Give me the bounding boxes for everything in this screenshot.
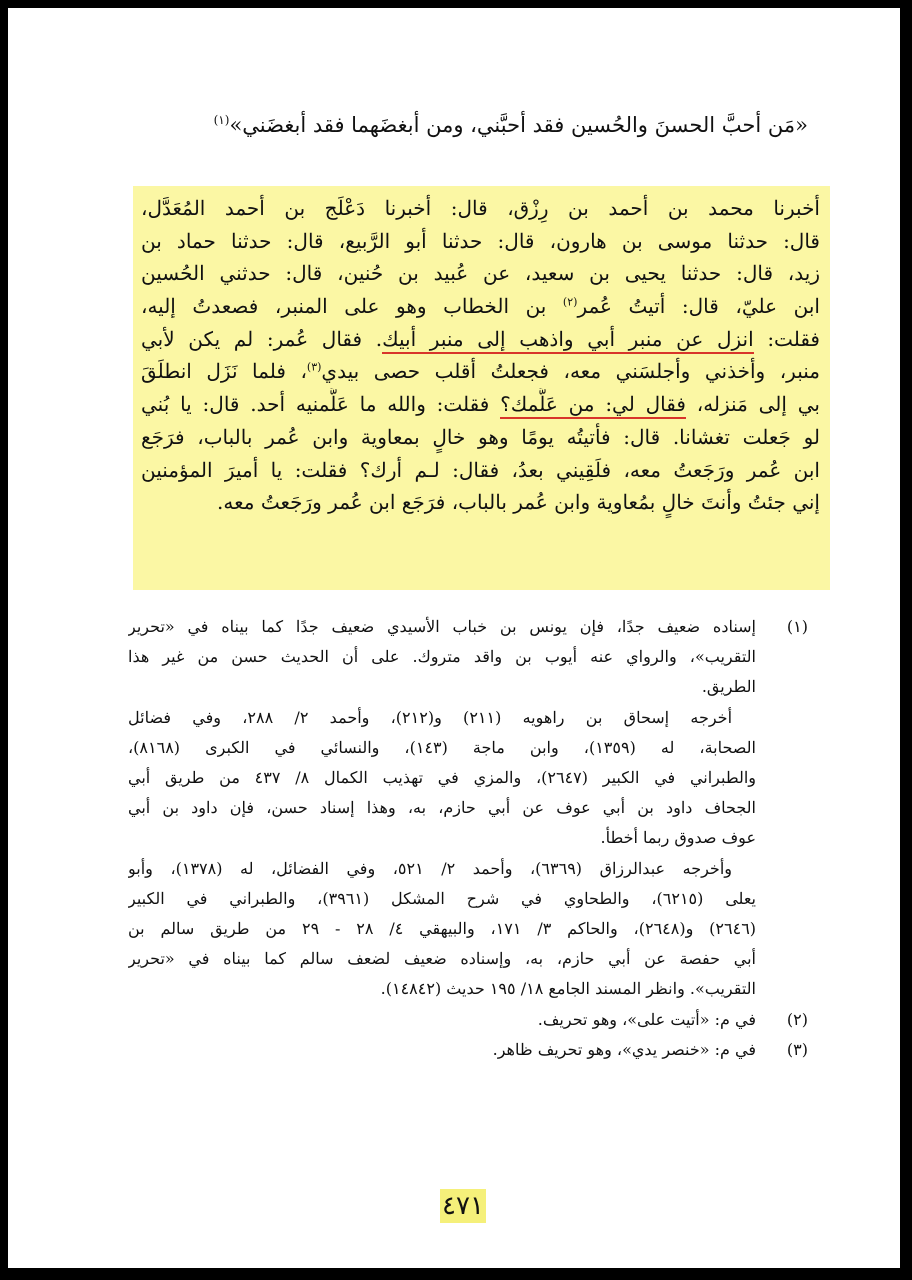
hadith-line: إني جئتُ وأنتَ خالٍ بمُعاوية وابن عُمر بالباب، فرَجَع ابن عُمر ورَجَعتُ معه.: [217, 490, 820, 515]
footnote-ref-2: (٢): [562, 295, 578, 309]
footnotes: [128, 612, 808, 1065]
hadith-text: . فقال عُمر: لم يكن لأبي: [141, 326, 383, 351]
footnote-line: الصحابة، له (١٣٥٩)، وابن ماجة (١٤٣)، والنسائي في الكبرى (٨١٦٨)،: [128, 737, 756, 757]
hadith-text: بي إلى مَنزله،: [685, 392, 820, 417]
footnote-2: [128, 1005, 808, 1035]
document-page: [6, 6, 902, 1270]
footnote-ref-1: (١): [213, 113, 230, 127]
footnote-line: والطبراني في الكبير (٢٦٤٧)، والمزي في تهذيب الكمال ٨/ ٤٣٧ من طريق أبي: [128, 768, 756, 788]
footnote-line: في م: «أتيت على»، وهو تحريف.: [537, 1009, 756, 1029]
hadith-text: منبر، وأخذني وأجلسَني معه، فجعلتُ أقلب حصى بيدي: [321, 359, 820, 384]
footnote-body: [128, 1005, 756, 1035]
hadith-line: [141, 290, 820, 323]
hadith-text: فقلت: والله ما عَلَّمنيه أحد. قال: يا بُني: [141, 392, 501, 417]
top-quote-text: «مَن أحبَّ الحسنَ والحُسين فقد أحبَّني، ومن أبغضَهما فقد أبغضَني»: [229, 113, 808, 137]
hadith-line: لو جَعلت تغشانا. قال: فأتيتُه يومًا وهو خالٍ بمعاوية وابن عُمر بالباب، فرَجَع: [141, 424, 820, 449]
hadith-line: زيد، قال: حدثنا يحيى بن سعيد، عن عُبيد بن حُنين، قال: حدثني الحُسين: [141, 261, 820, 286]
footnote-number: (١): [786, 617, 808, 636]
footnote-line: في م: «خنصر يدي»، وهو تحريف ظاهر.: [492, 1039, 756, 1059]
footnote-line: الجحاف داود بن أبي عوف عن أبي حازم، به، وهذا إسناد حسن، فإن داود بن أبي: [128, 798, 756, 818]
footnote-line: عوف صدوق ربما أخطأ.: [600, 828, 756, 848]
page-number: ٤٧١: [440, 1189, 486, 1223]
footnote-line: يعلى (٦٢١٥)، والطحاوي في شرح المشكل (٣٩٦١)، والطبراني في الكبير: [128, 888, 756, 908]
footnote-line: التقريب»، والرواي عنه أيوب بن واقد متروك. على أن الحديث حسن من غير هذا: [128, 647, 756, 667]
footnote-number: (٣): [786, 1039, 808, 1059]
hadith-line: [141, 388, 820, 421]
footnote-ref-3: (٣): [306, 360, 322, 374]
footnote-body: [128, 612, 756, 1005]
underlined-phrase: انزل عن منبر أبي واذهب إلى منبر أبيك: [382, 327, 754, 354]
hadith-line: قال: حدثنا موسى بن هارون، قال: حدثنا أبو الرَّبيع، قال: حدثنا حماد بن: [141, 228, 820, 253]
hadith-text: بن الخطاب وهو على المنبر، فصعدتُ إليه،: [141, 294, 563, 319]
hadith-text: ، فلما نَزَل انطلَقَ: [141, 359, 307, 384]
highlighted-hadith-block: [133, 186, 830, 590]
underlined-phrase: فقال لي: من عَلَّمك؟: [500, 392, 686, 419]
footnote-body: [128, 1035, 756, 1065]
hadith-line: ابن عُمر ورَجَعتُ معه، فلَقِيني بعدُ، فقال: لـم أرك؟ فقلت: يا أميرَ المؤمنين: [141, 457, 820, 482]
footnote-line: أخرجه إسحاق بن راهويه (٢١١) و(٢١٢)، وأحمد ٢/ ٢٨٨، وفي فضائل: [128, 707, 733, 727]
footnote-1: [128, 612, 808, 1005]
footnote-line: إسناده ضعيف جدًا، فإن يونس بن خباب الأسيدي ضعيف جدًا كما بيناه في «تحرير: [128, 617, 756, 636]
footnote-line: الطريق.: [701, 677, 756, 697]
hadith-text: فقلت:: [753, 326, 820, 351]
footnote-line: (٢٦٤٦) و(٢٦٤٨)، والحاكم ٣/ ١٧١، والبيهقي ٤/ ٢٨ - ٢٩ من طريق سالم بن: [128, 919, 756, 939]
hadith-line: [141, 355, 820, 388]
top-quote: [178, 108, 808, 142]
footnote-3: [128, 1035, 808, 1065]
hadith-line: أخبرنا محمد بن أحمد بن رِزْق، قال: أخبرنا دَعْلَج بن أحمد المُعَدَّل،: [141, 196, 820, 220]
footnote-line: أبي حفصة عن أبي حازم، به، وإسناده ضعيف لضعف سالم كما بيناه في «تحرير: [128, 949, 756, 969]
footnote-number: (٢): [786, 1009, 808, 1029]
footnote-line: وأخرجه عبدالرزاق (٦٣٦٩)، وأحمد ٢/ ٥٢١، وفي الفضائل، له (١٣٧٨)، وأبو: [128, 858, 732, 878]
footnote-line: التقريب». وانظر المسند الجامع ١٨/ ١٩٥ حديث (١٤٨٤٢).: [380, 979, 756, 999]
hadith-line: [141, 323, 820, 356]
hadith-text: ابن عليّ، قال: أتيتُ عُمر: [577, 294, 820, 319]
